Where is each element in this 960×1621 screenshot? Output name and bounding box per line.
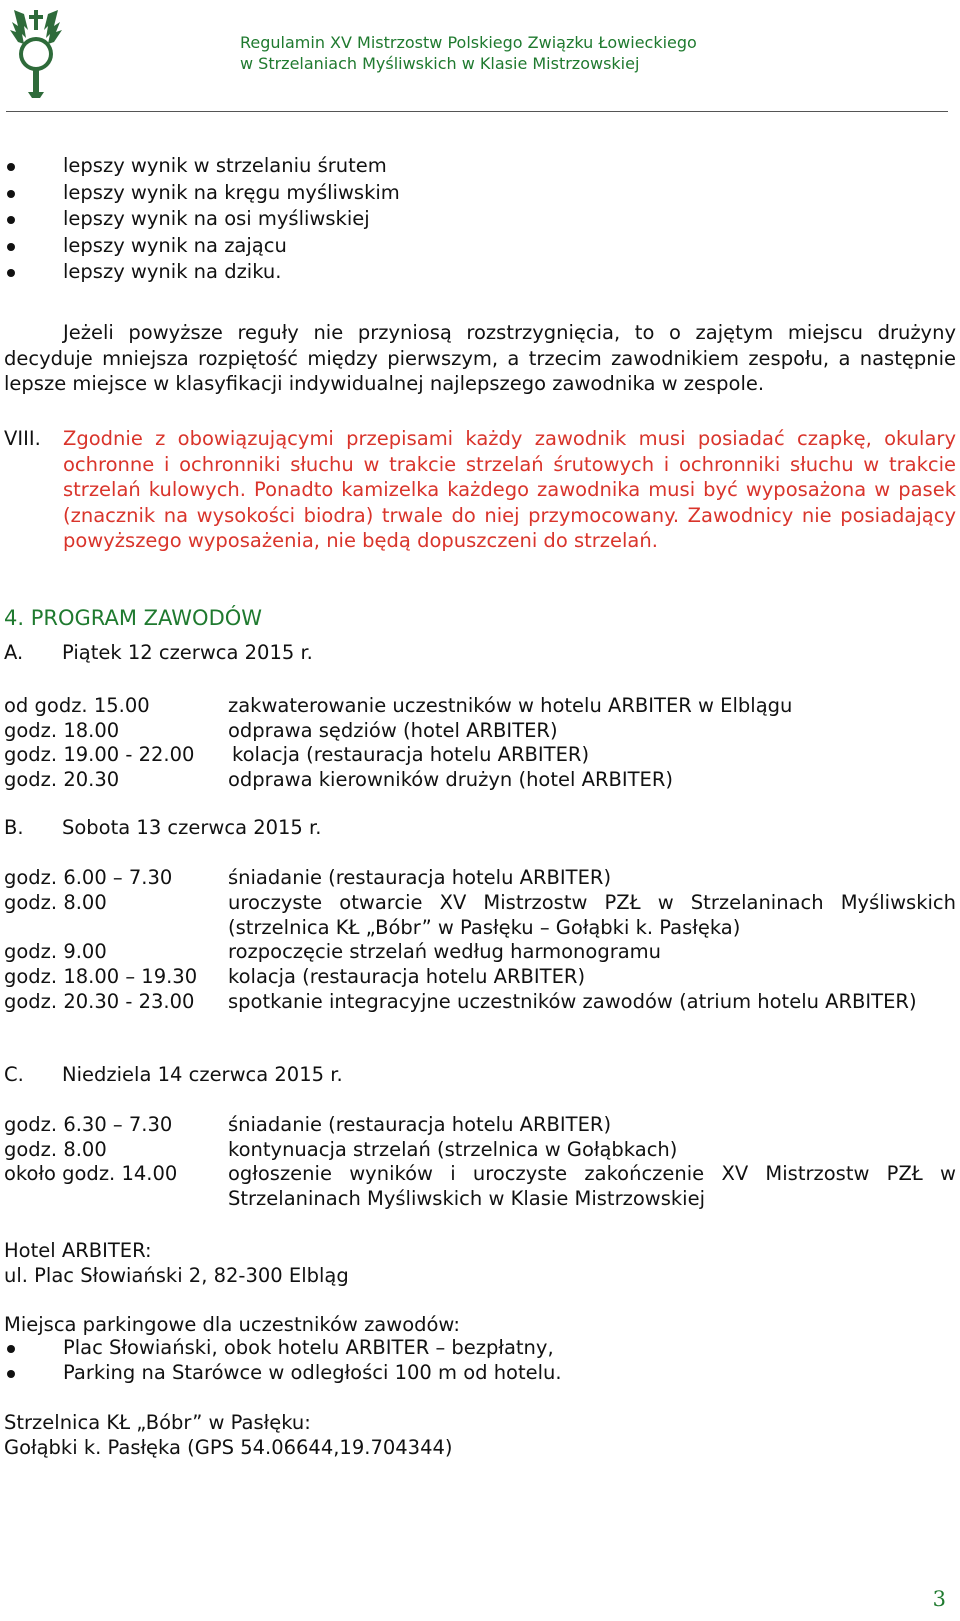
schedule-desc: ogłoszenie wyników i uroczyste zakończenie XV Mistrzostw PZŁ w Strzelaninach Myśliwskich w Klasie Mistrzowskiej — [228, 1162, 956, 1210]
list-item-text: Parking na Starówce w odległości 100 m od hotelu. — [63, 1361, 562, 1384]
schedule-time: godz. 19.00 - 22.00 — [4, 743, 195, 766]
header-title-line2: w Strzelaniach Myśliwskich w Klasie Mistrzowskiej — [240, 54, 640, 73]
day-label: C. — [4, 1063, 24, 1086]
list-item-text: Plac Słowiański, obok hotelu ARBITER – bezpłatny, — [63, 1336, 554, 1359]
schedule-desc: śniadanie (restauracja hotelu ARBITER) — [228, 866, 612, 889]
day-heading — [4, 1063, 343, 1086]
header-title-line1: Regulamin XV Mistrzostw Polskiego Związku Łowieckiego — [240, 33, 697, 52]
day-heading — [4, 641, 313, 664]
day-title: Sobota 13 czerwca 2015 r. — [62, 816, 322, 839]
bullet-icon — [7, 1345, 15, 1353]
day-title: Piątek 12 czerwca 2015 r. — [62, 641, 313, 664]
list-item-text: lepszy wynik na osi myśliwskiej — [63, 207, 370, 230]
schedule-time: godz. 9.00 — [4, 940, 107, 963]
schedule-desc: rozpoczęcie strzelań według harmonogramu — [228, 940, 662, 963]
page-number: 3 — [932, 1587, 946, 1611]
schedule-time: od godz. 15.00 — [4, 694, 150, 717]
range-address: Gołąbki k. Pasłęka (GPS 54.06644,19.704344) — [4, 1436, 453, 1459]
schedule-time: godz. 6.00 – 7.30 — [4, 866, 173, 889]
list-item-text: lepszy wynik na dziku. — [63, 260, 282, 283]
day-label: B. — [4, 816, 24, 839]
list-item-text: lepszy wynik na zającu — [63, 234, 287, 257]
tiebreak-paragraph: Jeżeli powyższe reguły nie przyniosą rozstrzygnięcia, to o zajętym miejscu drużyny decyduje mniejsza rozpiętość między pierwszym, a trzecim zawodnikiem zespołu, a następnie lepsze miejsce w klasyfikacji indywidualnej najlepszego zawodnika w zespole. — [4, 321, 956, 395]
schedule-desc: zakwaterowanie uczestników w hotelu ARBITER w Elblągu — [228, 694, 793, 717]
bullet-icon — [7, 269, 15, 277]
day-heading — [4, 816, 321, 839]
schedule-time: godz. 20.30 — [4, 768, 120, 791]
bullet-icon — [7, 243, 15, 251]
parking-label: Miejsca parkingowe dla uczestników zawodów: — [4, 1313, 460, 1336]
schedule-desc: odprawa kierowników drużyn (hotel ARBITER) — [228, 768, 674, 791]
schedule-desc: kolacja (restauracja hotelu ARBITER) — [228, 965, 586, 988]
schedule-time: godz. 18.00 — [4, 719, 120, 742]
hotel-address: ul. Plac Słowiański 2, 82-300 Elbląg — [4, 1264, 349, 1287]
schedule-desc: kolacja (restauracja hotelu ARBITER) — [232, 743, 590, 766]
document-header — [240, 32, 940, 74]
day-label: A. — [4, 641, 24, 664]
schedule-time: godz. 8.00 — [4, 1138, 107, 1161]
schedule-time: godz. 8.00 — [4, 891, 107, 914]
schedule-time: godz. 6.30 – 7.30 — [4, 1113, 173, 1136]
rule-viii-label: VIII. — [4, 427, 41, 450]
pzl-logo — [4, 4, 68, 100]
list-item-text: lepszy wynik w strzelaniu śrutem — [63, 154, 387, 177]
schedule-desc: kontynuacja strzelań (strzelnica w Gołąbkach) — [228, 1138, 678, 1161]
schedule-time: około godz. 14.00 — [4, 1162, 178, 1185]
bullet-icon — [7, 216, 15, 224]
bullet-icon — [7, 163, 15, 171]
list-item-text: lepszy wynik na kręgu myśliwskim — [63, 181, 400, 204]
hotel-label: Hotel ARBITER: — [4, 1239, 152, 1262]
bullet-icon — [7, 1370, 15, 1378]
rule-viii-text: Zgodnie z obowiązującymi przepisami każdy zawodnik musi posiadać czapkę, okulary ochronne i ochronniki słuchu w trakcie strzelań śrutowych i ochronniki słuchu w trakcie strzelań kulowych. Ponadto kamizelka każdego zawodnika musi być wyposażona w pasek (znacznik na wysokości biodra) trwale do niej przymocowany. Zawodnicy nie posiadający powyższego wyposażenia, nie będą dopuszczeni do strzelań. — [63, 427, 956, 552]
day-title: Niedziela 14 czerwca 2015 r. — [62, 1063, 343, 1086]
schedule-desc: uroczyste otwarcie XV Mistrzostw PZŁ w Strzelaninach Myśliwskich (strzelnica KŁ „Bóbr” w Pasłęku – Gołąbki k. Pasłęka) — [228, 891, 956, 939]
schedule-desc: odprawa sędziów (hotel ARBITER) — [228, 719, 558, 742]
schedule-desc: śniadanie (restauracja hotelu ARBITER) — [228, 1113, 612, 1136]
section-title: 4. PROGRAM ZAWODÓW — [4, 606, 263, 630]
schedule-time: godz. 18.00 – 19.30 — [4, 965, 198, 988]
bullet-icon — [7, 190, 15, 198]
schedule-desc: spotkanie integracyjne uczestników zawodów (atrium hotelu ARBITER) — [228, 990, 917, 1013]
header-divider — [6, 111, 948, 112]
range-label: Strzelnica KŁ „Bóbr” w Pasłęku: — [4, 1411, 311, 1434]
schedule-time: godz. 20.30 - 23.00 — [4, 990, 195, 1013]
